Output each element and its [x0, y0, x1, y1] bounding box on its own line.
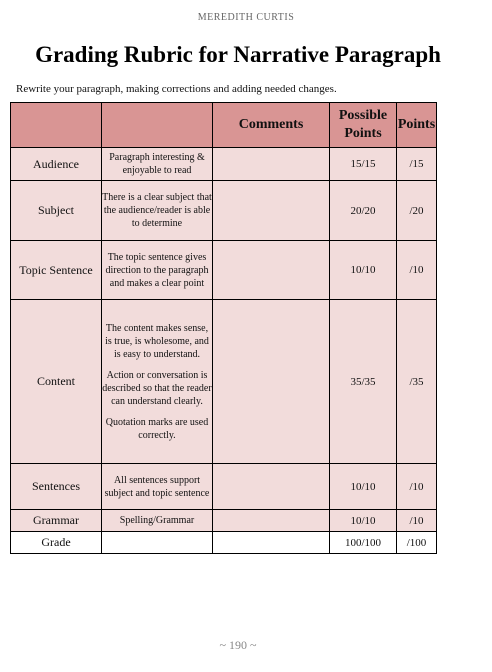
- row-category: Topic Sentence: [11, 241, 102, 300]
- comments-cell: [213, 300, 330, 464]
- possible-points-cell: 10/10: [330, 241, 397, 300]
- points-cell: /35: [397, 300, 437, 464]
- page-number: ~ 190 ~: [219, 638, 257, 652]
- row-description: [102, 241, 213, 300]
- column-header-description: [102, 103, 213, 148]
- points-cell: /10: [397, 510, 437, 532]
- description-text: Paragraph interesting & enjoyable to read: [109, 152, 205, 176]
- row-description: [102, 148, 213, 181]
- running-header-author: MEREDITH CURTIS: [197, 12, 295, 23]
- points-cell: /10: [397, 464, 437, 510]
- row-category: Subject: [11, 181, 102, 241]
- row-category: Grammar: [11, 510, 102, 532]
- comments-cell: [213, 241, 330, 300]
- column-header-category: [11, 103, 102, 148]
- description-text: There is a clear subject that the audience/reader is able to determine: [102, 192, 212, 229]
- description-text: Quotation marks are used correctly.: [105, 416, 209, 441]
- rubric-table: [10, 102, 437, 554]
- table-row: [11, 181, 437, 241]
- comments-cell: [213, 181, 330, 241]
- row-category: Content: [11, 300, 102, 464]
- column-header-points: Points: [397, 103, 437, 148]
- rubric-header-row: [11, 103, 437, 148]
- possible-points-cell: 10/10: [330, 510, 397, 532]
- description-text: The topic sentence gives direction to the paragraph and makes a clear point: [105, 251, 209, 289]
- points-cell: /20: [397, 181, 437, 241]
- table-row: [11, 148, 437, 181]
- points-cell: /15: [397, 148, 437, 181]
- table-row: [11, 464, 437, 510]
- description-text: Action or conversation is described so that the reader can understand clearly.: [102, 369, 212, 407]
- comments-cell: [213, 510, 330, 532]
- row-category: Sentences: [11, 464, 102, 510]
- row-category: Audience: [11, 148, 102, 181]
- row-description: [102, 181, 213, 241]
- table-row: [11, 300, 437, 464]
- row-category: Grade: [11, 532, 102, 554]
- possible-points-cell: 35/35: [330, 300, 397, 464]
- description-text: The content makes sense, is true, is wholesome, and is easy to understand.: [105, 322, 209, 360]
- table-row: [11, 510, 437, 532]
- comments-cell: [213, 148, 330, 181]
- possible-points-cell: 10/10: [330, 464, 397, 510]
- row-description: [102, 300, 213, 464]
- column-header-comments: Comments: [213, 103, 330, 148]
- points-cell: /10: [397, 241, 437, 300]
- comments-cell: [213, 464, 330, 510]
- table-row: [11, 241, 437, 300]
- instructions-text: Rewrite your paragraph, making corrections and adding needed changes.: [16, 83, 337, 95]
- description-text: Spelling/Grammar: [119, 515, 195, 526]
- possible-points-cell: 20/20: [330, 181, 397, 241]
- row-description: [102, 464, 213, 510]
- comments-cell: [213, 532, 330, 554]
- page-title: Grading Rubric for Narrative Paragraph: [35, 42, 441, 67]
- row-description: [102, 510, 213, 532]
- description-text: All sentences support subject and topic sentence: [104, 474, 210, 499]
- table-row: [11, 532, 437, 554]
- possible-points-cell: 100/100: [330, 532, 397, 554]
- possible-points-cell: 15/15: [330, 148, 397, 181]
- row-description: [102, 532, 213, 554]
- points-cell: /100: [397, 532, 437, 554]
- column-header-possible-points: Possible Points: [330, 103, 397, 148]
